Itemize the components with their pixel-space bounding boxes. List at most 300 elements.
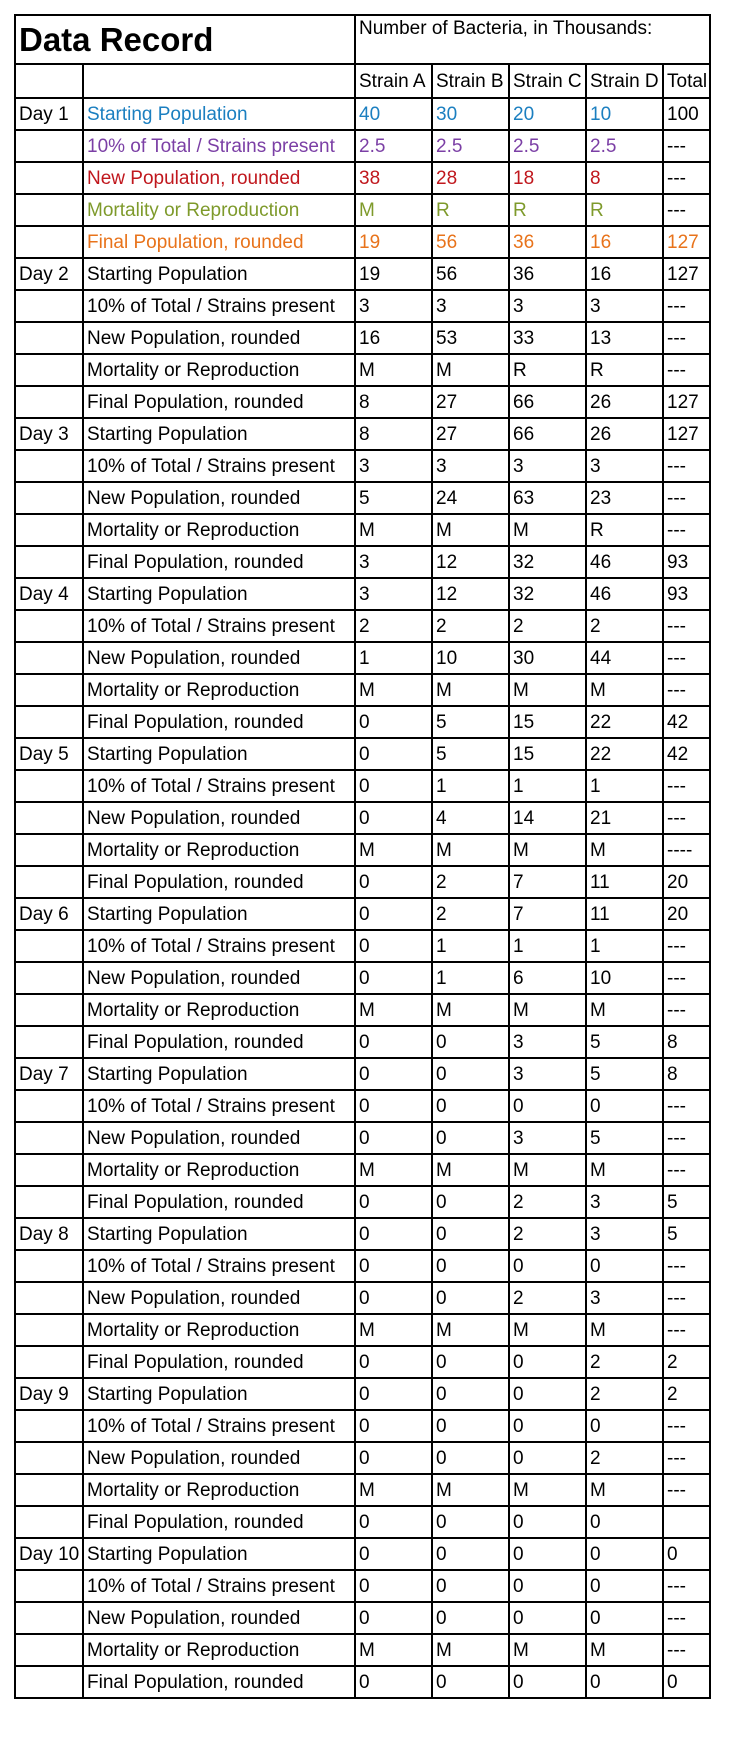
cell-strain-c: 3 [509, 450, 586, 482]
cell-strain-a: M [355, 1154, 432, 1186]
cell-strain-c: 0 [509, 1442, 586, 1474]
table-row [15, 98, 710, 130]
cell-strain-a: 0 [355, 1090, 432, 1122]
cell-strain-a: 19 [355, 226, 432, 258]
cell-strain-d: M [586, 1154, 663, 1186]
cell-strain-b: 0 [432, 1410, 509, 1442]
cell-strain-d: M [586, 1474, 663, 1506]
cell-strain-d: M [586, 1634, 663, 1666]
cell-strain-a: M [355, 1634, 432, 1666]
metric-label: Final Population, rounded [83, 866, 355, 898]
cell-total: 20 [663, 898, 710, 930]
cell-strain-a: 0 [355, 1570, 432, 1602]
units-label: Number of Bacteria, in Thousands: [355, 15, 710, 64]
cell-strain-c: 0 [509, 1666, 586, 1698]
table-row [15, 1090, 710, 1122]
table-row [15, 1026, 710, 1058]
table-row [15, 354, 710, 386]
cell-strain-b: 3 [432, 450, 509, 482]
cell-strain-a: 0 [355, 1602, 432, 1634]
cell-strain-a: 0 [355, 1058, 432, 1090]
day-cell-empty [15, 834, 83, 866]
metric-label: 10% of Total / Strains present [83, 770, 355, 802]
cell-strain-c: 36 [509, 258, 586, 290]
cell-total: --- [663, 1442, 710, 1474]
metric-label: Mortality or Reproduction [83, 514, 355, 546]
cell-strain-b: 12 [432, 546, 509, 578]
cell-strain-d: 8 [586, 162, 663, 194]
table-row [15, 386, 710, 418]
day-cell-empty [15, 866, 83, 898]
cell-strain-c: 15 [509, 738, 586, 770]
table-row [15, 1666, 710, 1698]
table-row [15, 1442, 710, 1474]
cell-total: --- [663, 1314, 710, 1346]
day-cell-empty [15, 226, 83, 258]
metric-label: 10% of Total / Strains present [83, 1410, 355, 1442]
table-row [15, 194, 710, 226]
cell-strain-d: 22 [586, 706, 663, 738]
cell-total: 8 [663, 1026, 710, 1058]
cell-strain-a: 8 [355, 386, 432, 418]
metric-label: Starting Population [83, 1538, 355, 1570]
table-row [15, 866, 710, 898]
day-cell-empty [15, 1090, 83, 1122]
cell-strain-d: 3 [586, 1186, 663, 1218]
day-cell-empty [15, 1186, 83, 1218]
cell-total: --- [663, 290, 710, 322]
cell-strain-b: M [432, 354, 509, 386]
cell-strain-b: 53 [432, 322, 509, 354]
cell-strain-b: 0 [432, 1250, 509, 1282]
cell-strain-c: 30 [509, 642, 586, 674]
day-cell-empty [15, 194, 83, 226]
table-row [15, 1378, 710, 1410]
column-header-strain-a: Strain A [355, 64, 432, 98]
cell-total: --- [663, 1602, 710, 1634]
table-row [15, 290, 710, 322]
cell-strain-c: 2 [509, 1282, 586, 1314]
cell-total: --- [663, 1090, 710, 1122]
table-row [15, 898, 710, 930]
table-row [15, 1282, 710, 1314]
metric-label: New Population, rounded [83, 162, 355, 194]
metric-label: Final Population, rounded [83, 1186, 355, 1218]
table-row [15, 514, 710, 546]
day-cell-empty [15, 546, 83, 578]
day-cell-empty [15, 1570, 83, 1602]
day-label: Day 10 [15, 1538, 83, 1570]
cell-total: --- [663, 1474, 710, 1506]
day-cell-empty [15, 1282, 83, 1314]
cell-total: 100 [663, 98, 710, 130]
cell-strain-b: 0 [432, 1346, 509, 1378]
cell-strain-a: 0 [355, 1218, 432, 1250]
table-row [15, 226, 710, 258]
cell-total: 127 [663, 386, 710, 418]
table-row [15, 834, 710, 866]
cell-strain-c: 3 [509, 1026, 586, 1058]
cell-strain-c: 66 [509, 418, 586, 450]
metric-label: Final Population, rounded [83, 706, 355, 738]
cell-strain-a: 0 [355, 1538, 432, 1570]
cell-strain-d: 3 [586, 1218, 663, 1250]
day-cell-empty [15, 1602, 83, 1634]
cell-strain-c: R [509, 354, 586, 386]
cell-total: --- [663, 802, 710, 834]
cell-strain-a: 3 [355, 578, 432, 610]
day-label: Day 2 [15, 258, 83, 290]
cell-strain-c: 0 [509, 1378, 586, 1410]
cell-strain-d: 0 [586, 1602, 663, 1634]
table-row [15, 994, 710, 1026]
cell-strain-a: 8 [355, 418, 432, 450]
cell-strain-b: 0 [432, 1506, 509, 1538]
day-cell-empty [15, 1506, 83, 1538]
day-cell-empty [15, 770, 83, 802]
metric-label: 10% of Total / Strains present [83, 450, 355, 482]
cell-strain-b: M [432, 1474, 509, 1506]
cell-total [663, 1506, 710, 1538]
cell-total: 2 [663, 1378, 710, 1410]
cell-strain-d: R [586, 194, 663, 226]
cell-strain-a: 2 [355, 610, 432, 642]
cell-strain-c: 32 [509, 578, 586, 610]
cell-total: --- [663, 482, 710, 514]
cell-strain-c: M [509, 994, 586, 1026]
cell-total: --- [663, 194, 710, 226]
column-header-total: Total [663, 64, 710, 98]
day-cell-empty [15, 1410, 83, 1442]
cell-strain-c: M [509, 514, 586, 546]
cell-strain-d: M [586, 1314, 663, 1346]
cell-strain-d: 23 [586, 482, 663, 514]
cell-total: 127 [663, 226, 710, 258]
cell-strain-d: 11 [586, 898, 663, 930]
metric-label: Mortality or Reproduction [83, 674, 355, 706]
cell-strain-a: 19 [355, 258, 432, 290]
metric-label: Mortality or Reproduction [83, 994, 355, 1026]
table-row [15, 1474, 710, 1506]
cell-strain-d: 16 [586, 258, 663, 290]
cell-total: 127 [663, 258, 710, 290]
day-label: Day 9 [15, 1378, 83, 1410]
day-cell-empty [15, 1314, 83, 1346]
day-cell-empty [15, 1154, 83, 1186]
header-blank-day [15, 64, 83, 98]
cell-total: --- [663, 674, 710, 706]
metric-label: Starting Population [83, 1058, 355, 1090]
cell-strain-a: 3 [355, 546, 432, 578]
cell-strain-d: 0 [586, 1570, 663, 1602]
day-cell-empty [15, 1250, 83, 1282]
cell-strain-a: M [355, 1314, 432, 1346]
cell-strain-d: 10 [586, 98, 663, 130]
cell-strain-c: 3 [509, 290, 586, 322]
cell-strain-d: 3 [586, 1282, 663, 1314]
cell-strain-d: 0 [586, 1666, 663, 1698]
cell-strain-a: 0 [355, 1122, 432, 1154]
cell-strain-c: M [509, 1634, 586, 1666]
cell-strain-a: 0 [355, 1666, 432, 1698]
cell-strain-c: 66 [509, 386, 586, 418]
day-cell-empty [15, 322, 83, 354]
cell-strain-d: 13 [586, 322, 663, 354]
cell-strain-d: 22 [586, 738, 663, 770]
cell-strain-b: 27 [432, 418, 509, 450]
day-cell-empty [15, 1442, 83, 1474]
cell-strain-b: 0 [432, 1186, 509, 1218]
cell-strain-a: 0 [355, 1410, 432, 1442]
cell-strain-b: 0 [432, 1218, 509, 1250]
day-cell-empty [15, 482, 83, 514]
metric-label: New Population, rounded [83, 1602, 355, 1634]
cell-strain-b: 0 [432, 1058, 509, 1090]
cell-strain-c: 32 [509, 546, 586, 578]
cell-total: --- [663, 162, 710, 194]
table-row [15, 1634, 710, 1666]
cell-total: --- [663, 994, 710, 1026]
table-row [15, 578, 710, 610]
table-row [15, 802, 710, 834]
metric-label: New Population, rounded [83, 962, 355, 994]
cell-strain-a: 0 [355, 866, 432, 898]
table-row [15, 546, 710, 578]
cell-total: --- [663, 1410, 710, 1442]
cell-total: 2 [663, 1346, 710, 1378]
cell-strain-d: 21 [586, 802, 663, 834]
cell-strain-d: 5 [586, 1122, 663, 1154]
header-row-columns [15, 64, 710, 98]
cell-strain-b: 0 [432, 1090, 509, 1122]
metric-label: Final Population, rounded [83, 386, 355, 418]
cell-strain-c: 3 [509, 1122, 586, 1154]
cell-strain-a: M [355, 994, 432, 1026]
cell-strain-c: 36 [509, 226, 586, 258]
cell-strain-b: 0 [432, 1026, 509, 1058]
table-row [15, 1346, 710, 1378]
cell-strain-d: M [586, 834, 663, 866]
cell-strain-c: 33 [509, 322, 586, 354]
table-row [15, 258, 710, 290]
table-row [15, 1218, 710, 1250]
day-cell-empty [15, 386, 83, 418]
metric-label: Mortality or Reproduction [83, 1474, 355, 1506]
cell-strain-d: 0 [586, 1090, 663, 1122]
cell-total: 93 [663, 546, 710, 578]
day-cell-empty [15, 1122, 83, 1154]
cell-strain-a: M [355, 1474, 432, 1506]
metric-label: New Population, rounded [83, 322, 355, 354]
cell-strain-d: 5 [586, 1026, 663, 1058]
cell-strain-d: 16 [586, 226, 663, 258]
cell-strain-b: 0 [432, 1538, 509, 1570]
cell-total: --- [663, 770, 710, 802]
metric-label: Starting Population [83, 98, 355, 130]
metric-label: Starting Population [83, 898, 355, 930]
metric-label: New Population, rounded [83, 1442, 355, 1474]
cell-strain-c: 6 [509, 962, 586, 994]
cell-strain-d: R [586, 354, 663, 386]
day-cell-empty [15, 706, 83, 738]
cell-strain-b: 56 [432, 258, 509, 290]
data-record-table [14, 14, 711, 1699]
cell-strain-c: 18 [509, 162, 586, 194]
cell-total: ---- [663, 834, 710, 866]
cell-strain-d: 2.5 [586, 130, 663, 162]
cell-strain-d: M [586, 994, 663, 1026]
cell-total: --- [663, 610, 710, 642]
metric-label: 10% of Total / Strains present [83, 1090, 355, 1122]
cell-strain-b: 2 [432, 898, 509, 930]
table-row [15, 1602, 710, 1634]
cell-strain-a: 5 [355, 482, 432, 514]
cell-strain-b: 4 [432, 802, 509, 834]
metric-label: Mortality or Reproduction [83, 1314, 355, 1346]
metric-label: New Population, rounded [83, 802, 355, 834]
table-row [15, 1250, 710, 1282]
cell-total: --- [663, 930, 710, 962]
column-header-strain-d: Strain D [586, 64, 663, 98]
day-cell-empty [15, 994, 83, 1026]
table-row [15, 930, 710, 962]
cell-strain-d: 46 [586, 546, 663, 578]
cell-strain-c: 7 [509, 898, 586, 930]
metric-label: Final Population, rounded [83, 226, 355, 258]
metric-label: 10% of Total / Strains present [83, 930, 355, 962]
table-row [15, 1538, 710, 1570]
cell-strain-d: 2 [586, 1442, 663, 1474]
cell-strain-d: 1 [586, 930, 663, 962]
table-row [15, 1186, 710, 1218]
table-row [15, 418, 710, 450]
cell-strain-a: 0 [355, 1026, 432, 1058]
cell-strain-a: 0 [355, 1442, 432, 1474]
metric-label: Starting Population [83, 258, 355, 290]
cell-strain-d: 46 [586, 578, 663, 610]
cell-strain-a: M [355, 674, 432, 706]
cell-strain-c: 20 [509, 98, 586, 130]
cell-strain-a: M [355, 194, 432, 226]
cell-strain-d: 0 [586, 1410, 663, 1442]
metric-label: 10% of Total / Strains present [83, 130, 355, 162]
day-cell-empty [15, 514, 83, 546]
cell-strain-b: M [432, 1154, 509, 1186]
column-header-strain-c: Strain C [509, 64, 586, 98]
cell-total: --- [663, 450, 710, 482]
cell-total: --- [663, 1570, 710, 1602]
metric-label: Mortality or Reproduction [83, 1634, 355, 1666]
cell-strain-c: 15 [509, 706, 586, 738]
cell-strain-a: 38 [355, 162, 432, 194]
metric-label: Starting Population [83, 1218, 355, 1250]
day-cell-empty [15, 642, 83, 674]
day-cell-empty [15, 674, 83, 706]
cell-strain-a: 0 [355, 1506, 432, 1538]
cell-strain-d: 0 [586, 1538, 663, 1570]
day-cell-empty [15, 1634, 83, 1666]
cell-strain-d: 3 [586, 290, 663, 322]
cell-strain-a: 0 [355, 930, 432, 962]
cell-total: --- [663, 642, 710, 674]
cell-strain-c: R [509, 194, 586, 226]
cell-strain-c: 0 [509, 1570, 586, 1602]
cell-strain-a: 3 [355, 450, 432, 482]
cell-strain-b: 2 [432, 866, 509, 898]
cell-strain-b: 1 [432, 962, 509, 994]
cell-strain-a: M [355, 514, 432, 546]
metric-label: Mortality or Reproduction [83, 354, 355, 386]
metric-label: 10% of Total / Strains present [83, 290, 355, 322]
cell-strain-c: 14 [509, 802, 586, 834]
cell-strain-d: 2 [586, 1346, 663, 1378]
cell-strain-a: 0 [355, 802, 432, 834]
table-row [15, 1058, 710, 1090]
cell-total: 0 [663, 1666, 710, 1698]
cell-strain-b: 5 [432, 738, 509, 770]
cell-strain-d: 26 [586, 418, 663, 450]
table-row [15, 1122, 710, 1154]
cell-total: 127 [663, 418, 710, 450]
cell-strain-a: 0 [355, 770, 432, 802]
table-row [15, 706, 710, 738]
cell-strain-b: 56 [432, 226, 509, 258]
table-row [15, 738, 710, 770]
metric-label: New Population, rounded [83, 482, 355, 514]
day-label: Day 3 [15, 418, 83, 450]
cell-strain-c: 0 [509, 1506, 586, 1538]
day-cell-empty [15, 1346, 83, 1378]
day-cell-empty [15, 162, 83, 194]
cell-strain-b: 3 [432, 290, 509, 322]
metric-label: Final Population, rounded [83, 1346, 355, 1378]
cell-strain-b: M [432, 1314, 509, 1346]
cell-strain-c: 1 [509, 770, 586, 802]
cell-total: 42 [663, 706, 710, 738]
metric-label: Mortality or Reproduction [83, 1154, 355, 1186]
cell-strain-c: 0 [509, 1602, 586, 1634]
cell-strain-a: 0 [355, 1250, 432, 1282]
cell-strain-b: 27 [432, 386, 509, 418]
day-cell-empty [15, 1666, 83, 1698]
cell-strain-a: 0 [355, 706, 432, 738]
table-row [15, 450, 710, 482]
metric-label: New Population, rounded [83, 1282, 355, 1314]
metric-label: Mortality or Reproduction [83, 194, 355, 226]
cell-strain-b: 5 [432, 706, 509, 738]
table-row [15, 130, 710, 162]
cell-strain-c: M [509, 1154, 586, 1186]
cell-strain-b: R [432, 194, 509, 226]
metric-label: Final Population, rounded [83, 1666, 355, 1698]
cell-strain-c: 2.5 [509, 130, 586, 162]
cell-strain-c: 7 [509, 866, 586, 898]
cell-strain-a: 2.5 [355, 130, 432, 162]
cell-strain-d: 0 [586, 1506, 663, 1538]
cell-strain-a: 0 [355, 1378, 432, 1410]
metric-label: Final Population, rounded [83, 1506, 355, 1538]
cell-strain-a: 0 [355, 898, 432, 930]
cell-strain-a: 0 [355, 1282, 432, 1314]
column-header-strain-b: Strain B [432, 64, 509, 98]
table-row [15, 1410, 710, 1442]
day-cell-empty [15, 130, 83, 162]
metric-label: Final Population, rounded [83, 546, 355, 578]
cell-total: --- [663, 1634, 710, 1666]
cell-total: --- [663, 130, 710, 162]
cell-strain-c: M [509, 834, 586, 866]
cell-strain-c: 3 [509, 1058, 586, 1090]
